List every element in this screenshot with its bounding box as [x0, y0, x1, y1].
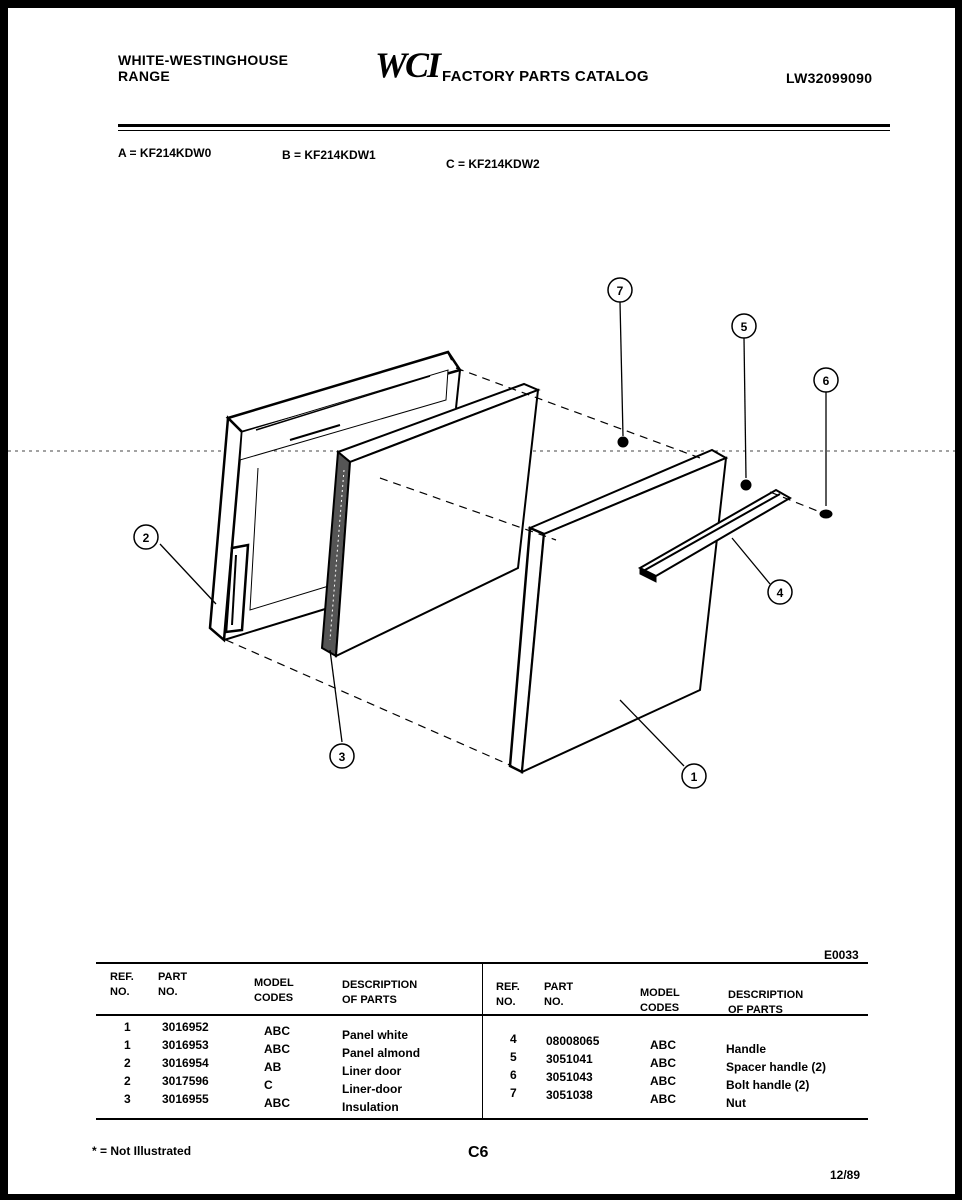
- bolt-drawing: [820, 510, 832, 518]
- hdr-codes-r-1: MODEL: [640, 987, 680, 999]
- callout-1: 1: [690, 770, 698, 784]
- callout-7: 7: [616, 284, 624, 298]
- table-cell-part: 08008065: [546, 1034, 600, 1048]
- hdr-part-r: [544, 980, 573, 1010]
- table-cell-codes: ABC: [650, 1092, 676, 1106]
- table-cell-part: 3016952: [162, 1020, 209, 1034]
- hdr-part-l: [158, 970, 187, 1000]
- table-cell-part: 3016953: [162, 1038, 209, 1052]
- table-cell-desc: Panel white: [342, 1028, 409, 1042]
- table-cell-ref: 6: [510, 1068, 517, 1082]
- callout-3: 3: [338, 750, 346, 764]
- hdr-desc-r: [728, 988, 803, 1018]
- table-cell-codes: ABC: [264, 1024, 290, 1038]
- hdr-desc-r-1: DESCRIPTION: [728, 989, 804, 1001]
- hdr-codes-r-2: CODES: [640, 1002, 680, 1014]
- hdr-part-l-2: NO.: [158, 986, 178, 998]
- hdr-desc-l-1: DESCRIPTION: [342, 979, 418, 991]
- model-c: C = KF214KDW2: [446, 157, 540, 171]
- table-cell-desc: Insulation: [342, 1100, 399, 1114]
- table-cell-ref: 1: [124, 1020, 131, 1034]
- not-illustrated-note: * = Not Illustrated: [92, 1144, 192, 1158]
- table-cell-part: 3051041: [546, 1052, 593, 1066]
- table-cell-codes: ABC: [650, 1056, 676, 1070]
- hdr-ref-r-1: REF.: [496, 981, 520, 993]
- hdr-part-l-1: PART: [158, 971, 188, 983]
- hdr-codes-l-2: CODES: [254, 992, 294, 1004]
- catalog-title: FACTORY PARTS CATALOG: [442, 68, 649, 85]
- table-cell-desc: Liner door: [342, 1064, 402, 1078]
- table-cell-desc: Handle: [726, 1042, 767, 1056]
- table-cell-part: 3016954: [162, 1056, 209, 1070]
- table-cell-ref: 2: [124, 1056, 131, 1070]
- table-cell-part: 3017596: [162, 1074, 209, 1088]
- table-cell-ref: 5: [510, 1050, 517, 1064]
- table-cell-desc: Bolt handle (2): [726, 1078, 810, 1092]
- table-divider: [482, 962, 483, 1120]
- table-cell-ref: 3: [124, 1092, 131, 1106]
- callout-5: 5: [740, 320, 748, 334]
- wci-logo: WCI: [375, 45, 440, 85]
- hdr-desc-r-2: OF PARTS: [728, 1004, 783, 1016]
- model-a: A = KF214KDW0: [118, 146, 212, 160]
- hdr-codes-l-1: MODEL: [254, 977, 294, 989]
- hdr-ref-l: [110, 970, 134, 1000]
- table-cell-desc: Spacer handle (2): [726, 1060, 827, 1074]
- table-cell-codes: ABC: [650, 1074, 676, 1088]
- hdr-desc-l: [342, 978, 417, 1008]
- hdr-part-r-2: NO.: [544, 996, 564, 1008]
- hdr-codes-r: [640, 986, 680, 1016]
- table-cell-codes: ABC: [264, 1096, 290, 1110]
- table-cell-ref: 4: [510, 1032, 517, 1046]
- table-cell-ref: 1: [124, 1038, 131, 1052]
- nut-drawing: [618, 437, 628, 447]
- callout-4: 4: [776, 586, 784, 600]
- model-b: B = KF214KDW1: [282, 148, 376, 162]
- hdr-part-r-1: PART: [544, 981, 574, 993]
- table-cell-desc: Panel almond: [342, 1046, 421, 1060]
- table-cell-desc: Liner-door: [342, 1082, 402, 1096]
- catalog-number: LW32099090: [786, 70, 873, 86]
- table-cell-ref: 2: [124, 1074, 131, 1088]
- table-cell-part: 3051043: [546, 1070, 593, 1084]
- door-panel-drawing: [510, 450, 726, 772]
- table-cell-part: 3016955: [162, 1092, 209, 1106]
- hdr-ref-r: [496, 980, 520, 1010]
- product-type: RANGE: [118, 68, 171, 84]
- table-cell-part: 3051038: [546, 1088, 593, 1102]
- table-cell-ref: 7: [510, 1086, 517, 1100]
- table-cell-codes: ABC: [264, 1042, 290, 1056]
- figure-code: E0033: [824, 948, 859, 962]
- table-cell-desc: Nut: [726, 1096, 746, 1110]
- callout-2: 2: [142, 531, 150, 545]
- hdr-desc-l-2: OF PARTS: [342, 994, 397, 1006]
- hdr-ref-l-2: NO.: [110, 986, 130, 998]
- table-cell-codes: AB: [264, 1060, 282, 1074]
- page-code: C6: [468, 1144, 489, 1161]
- hdr-ref-l-1: REF.: [110, 971, 134, 983]
- hdr-codes-l: [254, 976, 294, 1006]
- table-cell-codes: C: [264, 1078, 273, 1092]
- brand-name: WHITE-WESTINGHOUSE: [118, 52, 289, 68]
- callout-6: 6: [822, 374, 830, 388]
- table-cell-codes: ABC: [650, 1038, 676, 1052]
- spacer-drawing: [741, 480, 751, 490]
- catalog-date: 12/89: [830, 1168, 861, 1182]
- hdr-ref-r-2: NO.: [496, 996, 516, 1008]
